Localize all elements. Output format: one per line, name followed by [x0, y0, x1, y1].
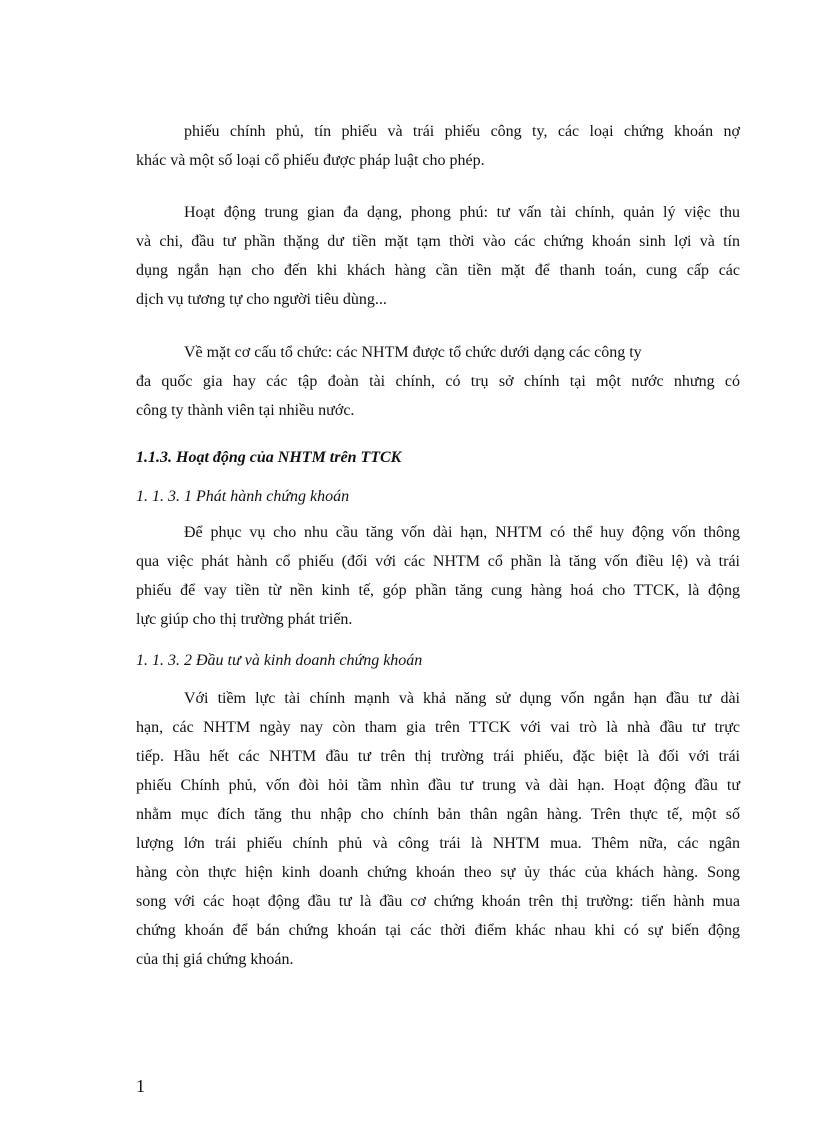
text-line: hạn, các NHTM ngày nay còn tham gia trên TTCK với vai trò là nhà đầu tư trực	[136, 719, 740, 736]
text-line: Để phục vụ cho nhu cầu tăng vốn dài hạn, NHTM có thể huy động vốn thông	[184, 524, 740, 541]
text-line: phiếu chính phủ, tín phiếu và trái phiếu công ty, các loại chứng khoán nợ	[184, 123, 740, 140]
text-line: hàng còn thực hiện kinh doanh chứng khoán theo sự ủy thác của khách hàng. Song	[136, 864, 740, 881]
text-line: và chi, đầu tư phần thặng dư tiền mặt tạm thời vào các chứng khoán sinh lợi và tín	[136, 233, 740, 250]
subsection-heading-issuance: 1. 1. 3. 1 Phát hành chứng khoán	[136, 488, 350, 505]
paragraph-continuation	[136, 117, 740, 175]
text-line: song với các hoạt động đầu tư là đầu cơ chứng khoán trên thị trường: tiến hành mua	[136, 893, 740, 910]
text-line: khác và một số loại cổ phiếu được pháp luật cho phép.	[136, 152, 485, 169]
text-line: Về mặt cơ cấu tổ chức: các NHTM được tổ chức dưới dạng các công ty	[184, 344, 642, 361]
text-line: đa quốc gia hay các tập đoàn tài chính, có trụ sở chính tại một nước nhưng có	[136, 373, 740, 390]
text-line: dịch vụ tương tự cho người tiêu dùng...	[136, 291, 387, 308]
text-line: Với tiềm lực tài chính mạnh và khả năng sử dụng vốn ngắn hạn đầu tư dài	[184, 690, 740, 707]
text-line: công ty thành viên tại nhiều nước.	[136, 402, 355, 419]
text-line: Hoạt động trung gian đa dạng, phong phú: tư vấn tài chính, quản lý việc thu	[184, 204, 740, 221]
text-line: lực giúp cho thị trường phát triển.	[136, 611, 353, 628]
text-line: nhằm mục đích tăng thu nhập cho chính bản thân ngân hàng. Trên thực tế, một số	[136, 806, 740, 823]
text-line: phiếu Chính phủ, vốn đòi hỏi tầm nhìn đầu tư trung và dài hạn. Hoạt động đầu tư	[136, 777, 740, 794]
text-line: tiếp. Hầu hết các NHTM đầu tư trên thị trường trái phiếu, đặc biệt là đối với trái	[136, 748, 740, 765]
paragraph-intermediary-activities	[136, 198, 740, 314]
text-line: dụng ngắn hạn cho đến khi khách hàng cần tiền mặt để thanh toán, cung cấp các	[136, 262, 740, 279]
text-line: của thị giá chứng khoán.	[136, 951, 294, 968]
section-heading: 1.1.3. Hoạt động của NHTM trên TTCK	[136, 449, 402, 466]
text-line: chứng khoán để bán chứng khoán tại các thời điểm khác nhau khi có sự biến động	[136, 922, 740, 939]
subsection-heading-investment: 1. 1. 3. 2 Đầu tư và kinh doanh chứng khoán	[136, 652, 423, 669]
paragraph-securities-issuance	[136, 518, 740, 634]
text-line: lượng lớn trái phiếu chính phủ và công trái là NHTM mua. Thêm nữa, các ngân	[136, 835, 740, 852]
text-line: qua việc phát hành cổ phiếu (đối với các NHTM cổ phần là tăng vốn điều lệ) và trái	[136, 553, 740, 570]
paragraph-investment-trading	[136, 684, 740, 974]
page-number: 1	[136, 1076, 145, 1096]
text-line: phiếu để vay tiền từ nền kinh tế, góp phần tăng cung hàng hoá cho TTCK, là động	[136, 582, 740, 599]
paragraph-organizational-structure	[136, 338, 740, 425]
